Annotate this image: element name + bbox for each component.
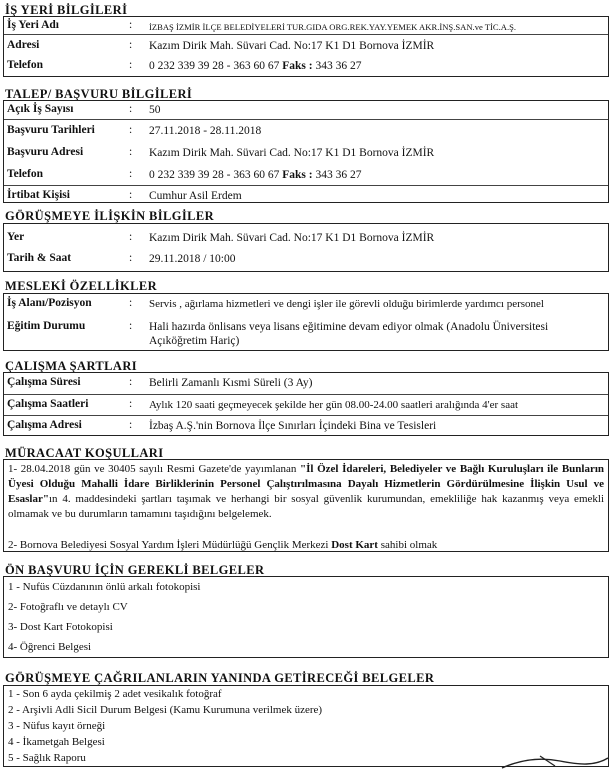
work-hours-row	[4, 398, 608, 420]
row-value: Hali hazırda önlisans veya lisans eğitimine devam ediyor olmak (Anadolu Üniversitesi Açıköğretim Hariç)	[149, 321, 549, 347]
row-divider	[4, 34, 608, 35]
employer-phone-row	[4, 59, 608, 81]
pre-docs-section-title: ÖN BAŞVURU İÇİN GEREKLİ BELGELER	[5, 563, 265, 577]
list-item: 5 - Sağlık Raporu	[8, 752, 86, 764]
list-item: 2 - Arşivli Adli Sicil Durum Belgesi (Kamu Kurumuna verilmek üzere)	[8, 704, 323, 716]
dost-kart-label: Dost Kart	[331, 539, 378, 551]
phone-number: 0 232 339 39 28 - 363 60 67	[149, 60, 280, 72]
row-label: Eğitim Durumu	[7, 320, 86, 332]
requirement-2	[8, 538, 604, 553]
row-colon: :	[129, 376, 133, 388]
row-label: Çalışma Adresi	[7, 419, 82, 431]
row-colon: :	[129, 59, 133, 71]
fax-label: Faks :	[282, 169, 313, 181]
phone-number: 0 232 339 39 28 - 363 60 67	[149, 169, 280, 181]
employer-address-row	[4, 39, 608, 61]
row-value: Kazım Dirik Mah. Süvari Cad. No:17 K1 D1 Bornova İZMİR	[149, 232, 435, 244]
interview-place-row	[4, 231, 608, 253]
application-address-row	[4, 146, 608, 168]
row-value: 29.11.2018 / 10:00	[149, 253, 236, 265]
row-label: Başvuru Tarihleri	[7, 124, 95, 136]
row-colon: :	[129, 398, 133, 410]
row-label: İş Yeri Adı	[7, 19, 59, 31]
contact-person-row	[4, 189, 608, 211]
position-row	[4, 297, 608, 319]
row-value	[149, 168, 602, 182]
application-section-title: TALEP/ BAŞVURU BİLGİLERİ	[5, 87, 193, 101]
row-label: Telefon	[7, 168, 43, 180]
list-item: 1 - Son 6 ayda çekilmiş 2 adet vesikalık fotoğraf	[8, 688, 222, 700]
list-item: 2- Fotoğraflı ve detaylı CV	[8, 601, 128, 613]
row-value: İzbaş A.Ş.'nin Bornova İlçe Sınırları İçindeki Bina ve Tesisleri	[149, 420, 437, 432]
qualifications-section-title: MESLEKİ ÖZELLİKLER	[5, 279, 158, 293]
requirement-2-rest: sahibi olmak	[377, 539, 438, 551]
row-value: Kazım Dirik Mah. Süvari Cad. No:17 K1 D1 Bornova İZMİR	[149, 147, 435, 159]
requirement-2-intro: 2- Bornova Belediyesi Sosyal Yardım İşleri Müdürlüğü Gençlik Merkezi	[8, 539, 332, 551]
row-value: Cumhur Asil Erdem	[149, 190, 242, 202]
row-colon: :	[129, 231, 133, 243]
qualifications-box	[3, 293, 609, 351]
requirements-box	[3, 459, 609, 552]
row-colon: :	[129, 419, 133, 431]
row-value: Aylık 120 saati geçmeyecek şekilde her gün 08.00-24.00 saatleri aralığında 4'er saat	[149, 399, 519, 411]
requirement-1-rest: ın 4. maddesindeki şartları taşımak ve herhangi bir sosyal güvenlik kurumundan, emekliliğe hak kazanmış veya emekli olmamak ve bu durumların tamamını taşıdığını belgelemek.	[8, 493, 604, 520]
row-colon: :	[129, 189, 133, 201]
row-label: Adresi	[7, 39, 40, 51]
employer-name-row	[4, 19, 608, 41]
row-colon: :	[129, 146, 133, 158]
row-divider	[4, 185, 608, 186]
row-label: İrtibat Kişisi	[7, 189, 70, 201]
row-value: Belirli Zamanlı Kısmi Süreli (3 Ay)	[149, 377, 313, 389]
conditions-section-title: ÇALIŞMA ŞARTLARI	[5, 359, 138, 373]
row-value	[149, 59, 602, 73]
row-label: Açık İş Sayısı	[7, 103, 74, 115]
row-colon: :	[129, 168, 133, 180]
row-divider	[4, 394, 608, 395]
row-label: İş Alanı/Pozisyon	[7, 297, 92, 309]
requirements-section-title: MÜRACAAT KOŞULLARI	[5, 446, 164, 460]
education-row	[4, 320, 608, 350]
fax-label: Faks :	[282, 60, 313, 72]
row-colon: :	[129, 103, 133, 115]
row-colon: :	[129, 297, 133, 309]
row-colon: :	[129, 39, 133, 51]
employer-section-title: İŞ YERİ BİLGİLERİ	[5, 3, 128, 17]
row-value: İZBAŞ İZMİR İLÇE BELEDİYELERİ TUR.GIDA ORG.REK.YAY.YEMEK AKR.İNŞ.SAN.ve TİC.A.Ş.	[149, 22, 517, 32]
row-value: Servis , ağırlama hizmetleri ve dengi işler ile görevli olduğu birimlerde yardımcı personel	[149, 298, 544, 310]
interview-section-title: GÖRÜŞMEYE İLİŞKİN BİLGİLER	[5, 209, 215, 223]
application-dates-row	[4, 124, 608, 146]
row-divider	[4, 119, 608, 120]
regulation-title: "İl Özel İdareleri, Belediyeler ve Bağlı Kuruluşları ile Bunların Üyesi Olduğu Mahalli İdare Birliklerinin Personel Çalıştırılmasına Dayalı Hizmetlerin Gördürülmesine İlişkin Usul ve Esaslar"	[8, 463, 604, 505]
open-jobs-row	[4, 103, 608, 125]
row-label: Tarih & Saat	[7, 252, 72, 264]
row-colon: :	[129, 320, 133, 332]
list-item: 4- Öğrenci Belgesi	[8, 641, 92, 653]
interview-date-row	[4, 252, 608, 274]
interview-box	[3, 223, 609, 272]
row-colon: :	[129, 19, 133, 31]
list-item: 1 - Nufüs Cüzdanının önlü arkalı fotokopisi	[8, 581, 201, 593]
row-label: Telefon	[7, 59, 43, 71]
requirement-1-intro: 1- 28.04.2018 gün ve 30405 sayılı Resmi Gazete'de yayımlanan	[8, 463, 300, 475]
application-box	[3, 100, 609, 203]
pre-docs-box	[3, 576, 609, 658]
fax-number: 343 36 27	[315, 60, 362, 72]
row-colon: :	[129, 252, 133, 264]
employer-box	[3, 16, 609, 77]
fax-number: 343 36 27	[315, 169, 362, 181]
row-value: 50	[149, 104, 161, 116]
row-value: Kazım Dirik Mah. Süvari Cad. No:17 K1 D1 Bornova İZMİR	[149, 40, 435, 52]
interview-docs-section-title: GÖRÜŞMEYE ÇAĞRILANLARIN YANINDA GETİRECEĞİ BELGELER	[5, 671, 435, 685]
work-address-row	[4, 419, 608, 441]
conditions-box	[3, 372, 609, 436]
row-divider	[4, 415, 608, 416]
row-label: Başvuru Adresi	[7, 146, 84, 158]
row-label: Çalışma Süresi	[7, 376, 81, 388]
list-item: 4 - İkametgah Belgesi	[8, 736, 105, 748]
list-item: 3- Dost Kart Fotokopisi	[8, 621, 113, 633]
row-label: Yer	[7, 231, 25, 243]
application-phone-row	[4, 168, 608, 190]
list-item: 3 - Nüfus kayıt örneği	[8, 720, 106, 732]
signature-mark	[500, 752, 610, 770]
row-label: Çalışma Saatleri	[7, 398, 89, 410]
row-value: 27.11.2018 - 28.11.2018	[149, 125, 262, 137]
requirement-1	[8, 462, 604, 522]
row-colon: :	[129, 124, 133, 136]
